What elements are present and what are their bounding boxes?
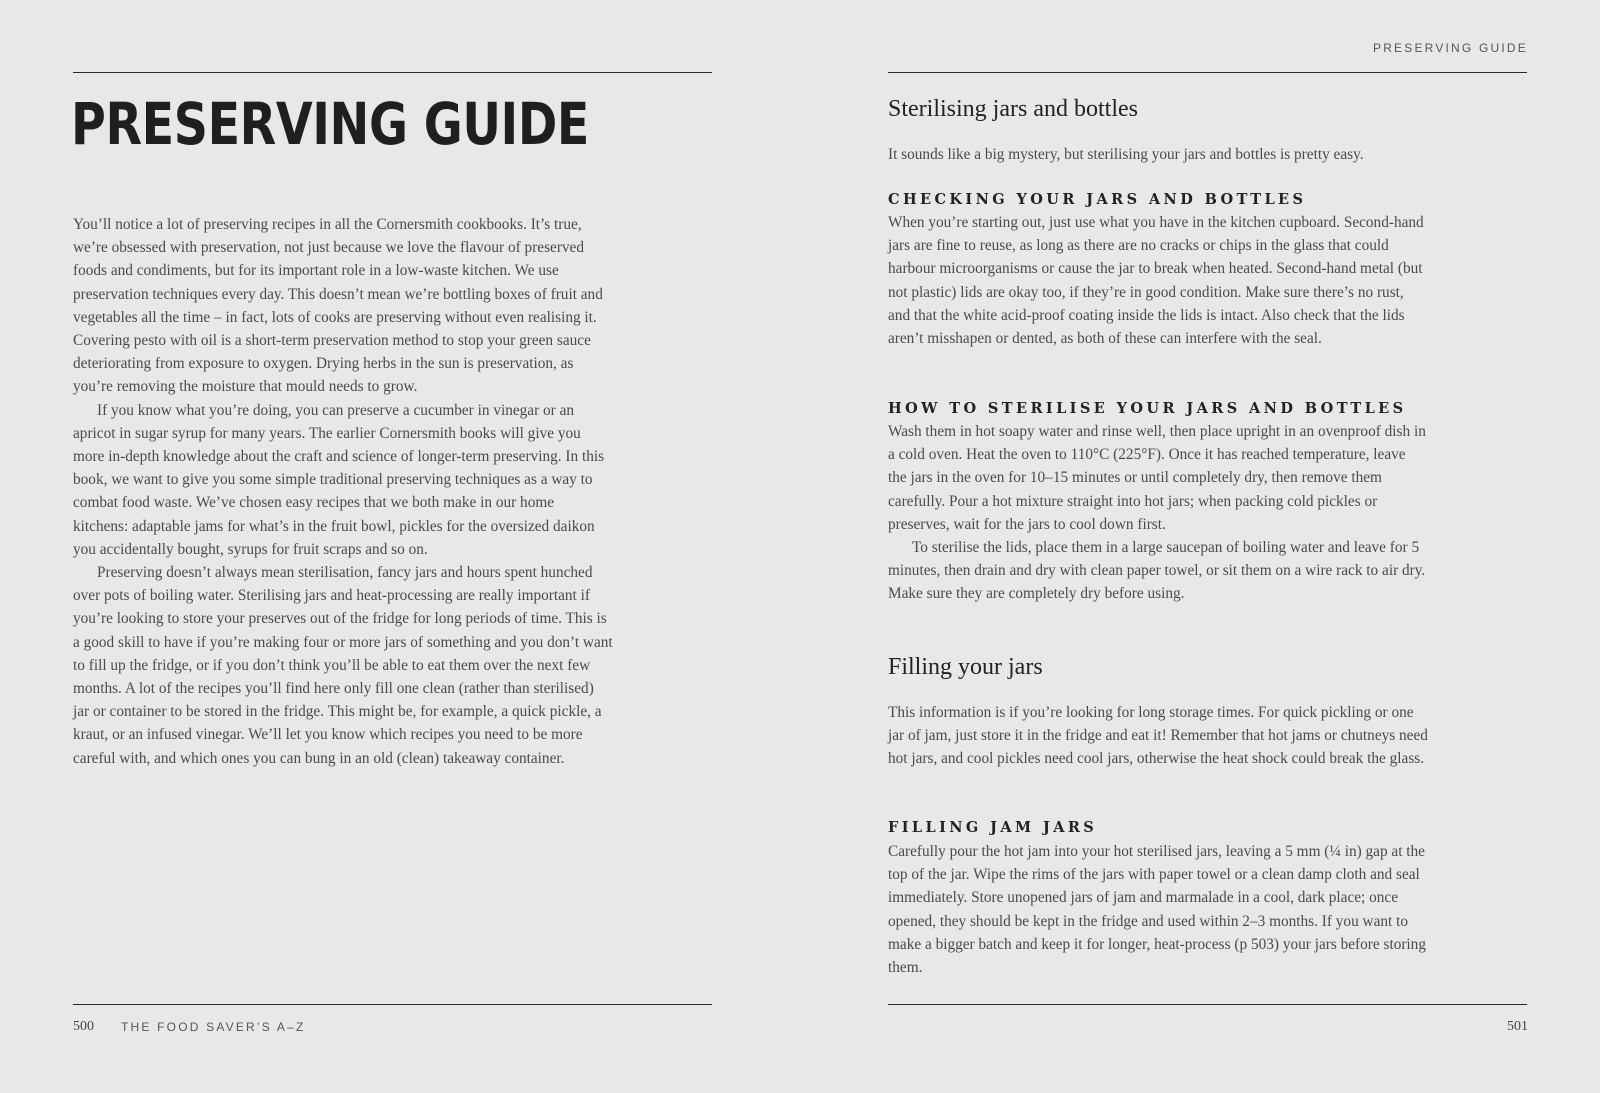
subhead-filling-jam-jars: FILLING JAM JARS (888, 819, 1098, 836)
subhead-checking: CHECKING YOUR JARS AND BOTTLES (888, 191, 1307, 208)
subhead-how-to-sterilise: HOW TO STERILISE YOUR JARS AND BOTTLES (888, 400, 1407, 417)
filling-intro (888, 701, 1428, 771)
top-rule (73, 72, 712, 73)
paragraph: If you know what you’re doing, you can preserve a cucumber in vinegar or an apricot in sugar syrup for many years. The earlier Cornersmith books will give you more in-depth knowledge about the craft and science of longer-term preserving. In this book, we want to give you some simple traditional preserving techniques as a way to combat food waste. We’ve chosen easy recipes that we both make in our home kitchens: adaptable jams for what’s in the fruit bowl, pickles for the oversized daikon you accidentally bought, syrups for fruit scraps and so on. (73, 401, 605, 558)
page-number: 501 (1507, 1019, 1528, 1034)
section-title-filling: Filling your jars (888, 654, 1043, 680)
how-to-text (888, 420, 1428, 606)
section-title-sterilising: Sterilising jars and bottles (888, 96, 1138, 122)
page-title: PRESERVING GUIDE (71, 90, 589, 158)
paragraph: To sterilise the lids, place them in a large saucepan of boiling water and leave for 5 minutes, then drain and dry with clean paper towel, or sit them on a wire rack to air dry. Make sure they are completely dry before using. (888, 539, 1426, 603)
paragraph: It sounds like a big mystery, but sterilising your jars and bottles is pretty easy. (888, 146, 1364, 163)
paragraph: When you’re starting out, just use what you have in the kitchen cupboard. Second-hand jars are fine to reuse, as long as there are no cracks or chips in the glass that could harbour microorganisms or cause the jar to break when heated. Second-hand metal (but not plastic) lids are okay too, if they’re in good condition. Make sure there’s no rust, and that the white acid-proof coating inside the lids is intact. Also check that the lids aren’t misshapen or dented, as both of these can interfere with the seal. (888, 214, 1424, 348)
checking-text (888, 211, 1428, 350)
paragraph: This information is if you’re looking for long storage times. For quick pickling or one jar of jam, just store it in the fridge and eat it! Remember that hot jams or chutneys need hot jars, and cool pickles need cool jars, otherwise the heat shock could break the glass. (888, 704, 1428, 768)
paragraph: Wash them in hot soapy water and rinse well, then place upright in an ovenproof dish in a cold oven. Heat the oven to 110°C (225°F). Once it has reached temperature, leave the jars in the oven for 10–15 minutes or until completely dry, then remove them carefully. Pour a hot mixture straight into hot jars; when packing cold pickles or preserves, wait for the jars to cool down first. (888, 423, 1426, 533)
book-title-footer: THE FOOD SAVER’S A–Z (121, 1020, 306, 1034)
sterilising-intro (888, 143, 1428, 166)
jam-jars-text (888, 840, 1428, 979)
paragraph: Preserving doesn’t always mean sterilisation, fancy jars and hours spent hunched over pots of boiling water. Sterilising jars and heat-processing are really important if you’re looking to store your preserves out of the fridge for long periods of time. This is a good skill to have if you’re making four or more jars of something and you don’t want to fill up the fridge, or if you don’t think you’ll be able to eat them over the next few months. A lot of the recipes you’ll find here only fill one clean (rather than sterilised) jar or container to be stored in the fridge. This might be, for example, a quick pickle, a kraut, or an infused vinegar. We’ll let you know which recipes you need to be more careful with, and which ones you can bung in an old (clean) takeaway container. (73, 564, 613, 767)
running-head: PRESERVING GUIDE (1372, 41, 1528, 55)
paragraph: You’ll notice a lot of preserving recipes in all the Cornersmith cookbooks. It’s true, we’re obsessed with preservation, not just because we love the flavour of preserved foods and condiments, but for its important role in a low-waste kitchen. We use preservation techniques every day. This doesn’t mean we’re bottling boxes of fruit and vegetables all the time – in fact, lots of cooks are preserving without even realising it. Covering pesto with oil is a short-term preservation method to stop your green sauce deteriorating from exposure to oxygen. Drying herbs in the sun is preservation, as you’re removing the moisture that mould needs to grow. (73, 216, 603, 396)
bottom-rule (73, 1004, 712, 1005)
right-page (800, 0, 1600, 1093)
top-rule (888, 72, 1527, 73)
paragraph: Carefully pour the hot jam into your hot sterilised jars, leaving a 5 mm (¼ in) gap at the top of the jar. Wipe the rims of the jars with paper towel or a clean damp cloth and seal immediately. Store unopened jars of jam and marmalade in a cool, dark place; once opened, they should be kept in the fridge and used within 2–3 months. If you want to make a bigger batch and keep it for longer, heat-process (p 503) your jars before storing them. (888, 843, 1426, 977)
page-number: 500 (73, 1019, 94, 1034)
bottom-rule (888, 1004, 1527, 1005)
intro-text (73, 213, 613, 770)
